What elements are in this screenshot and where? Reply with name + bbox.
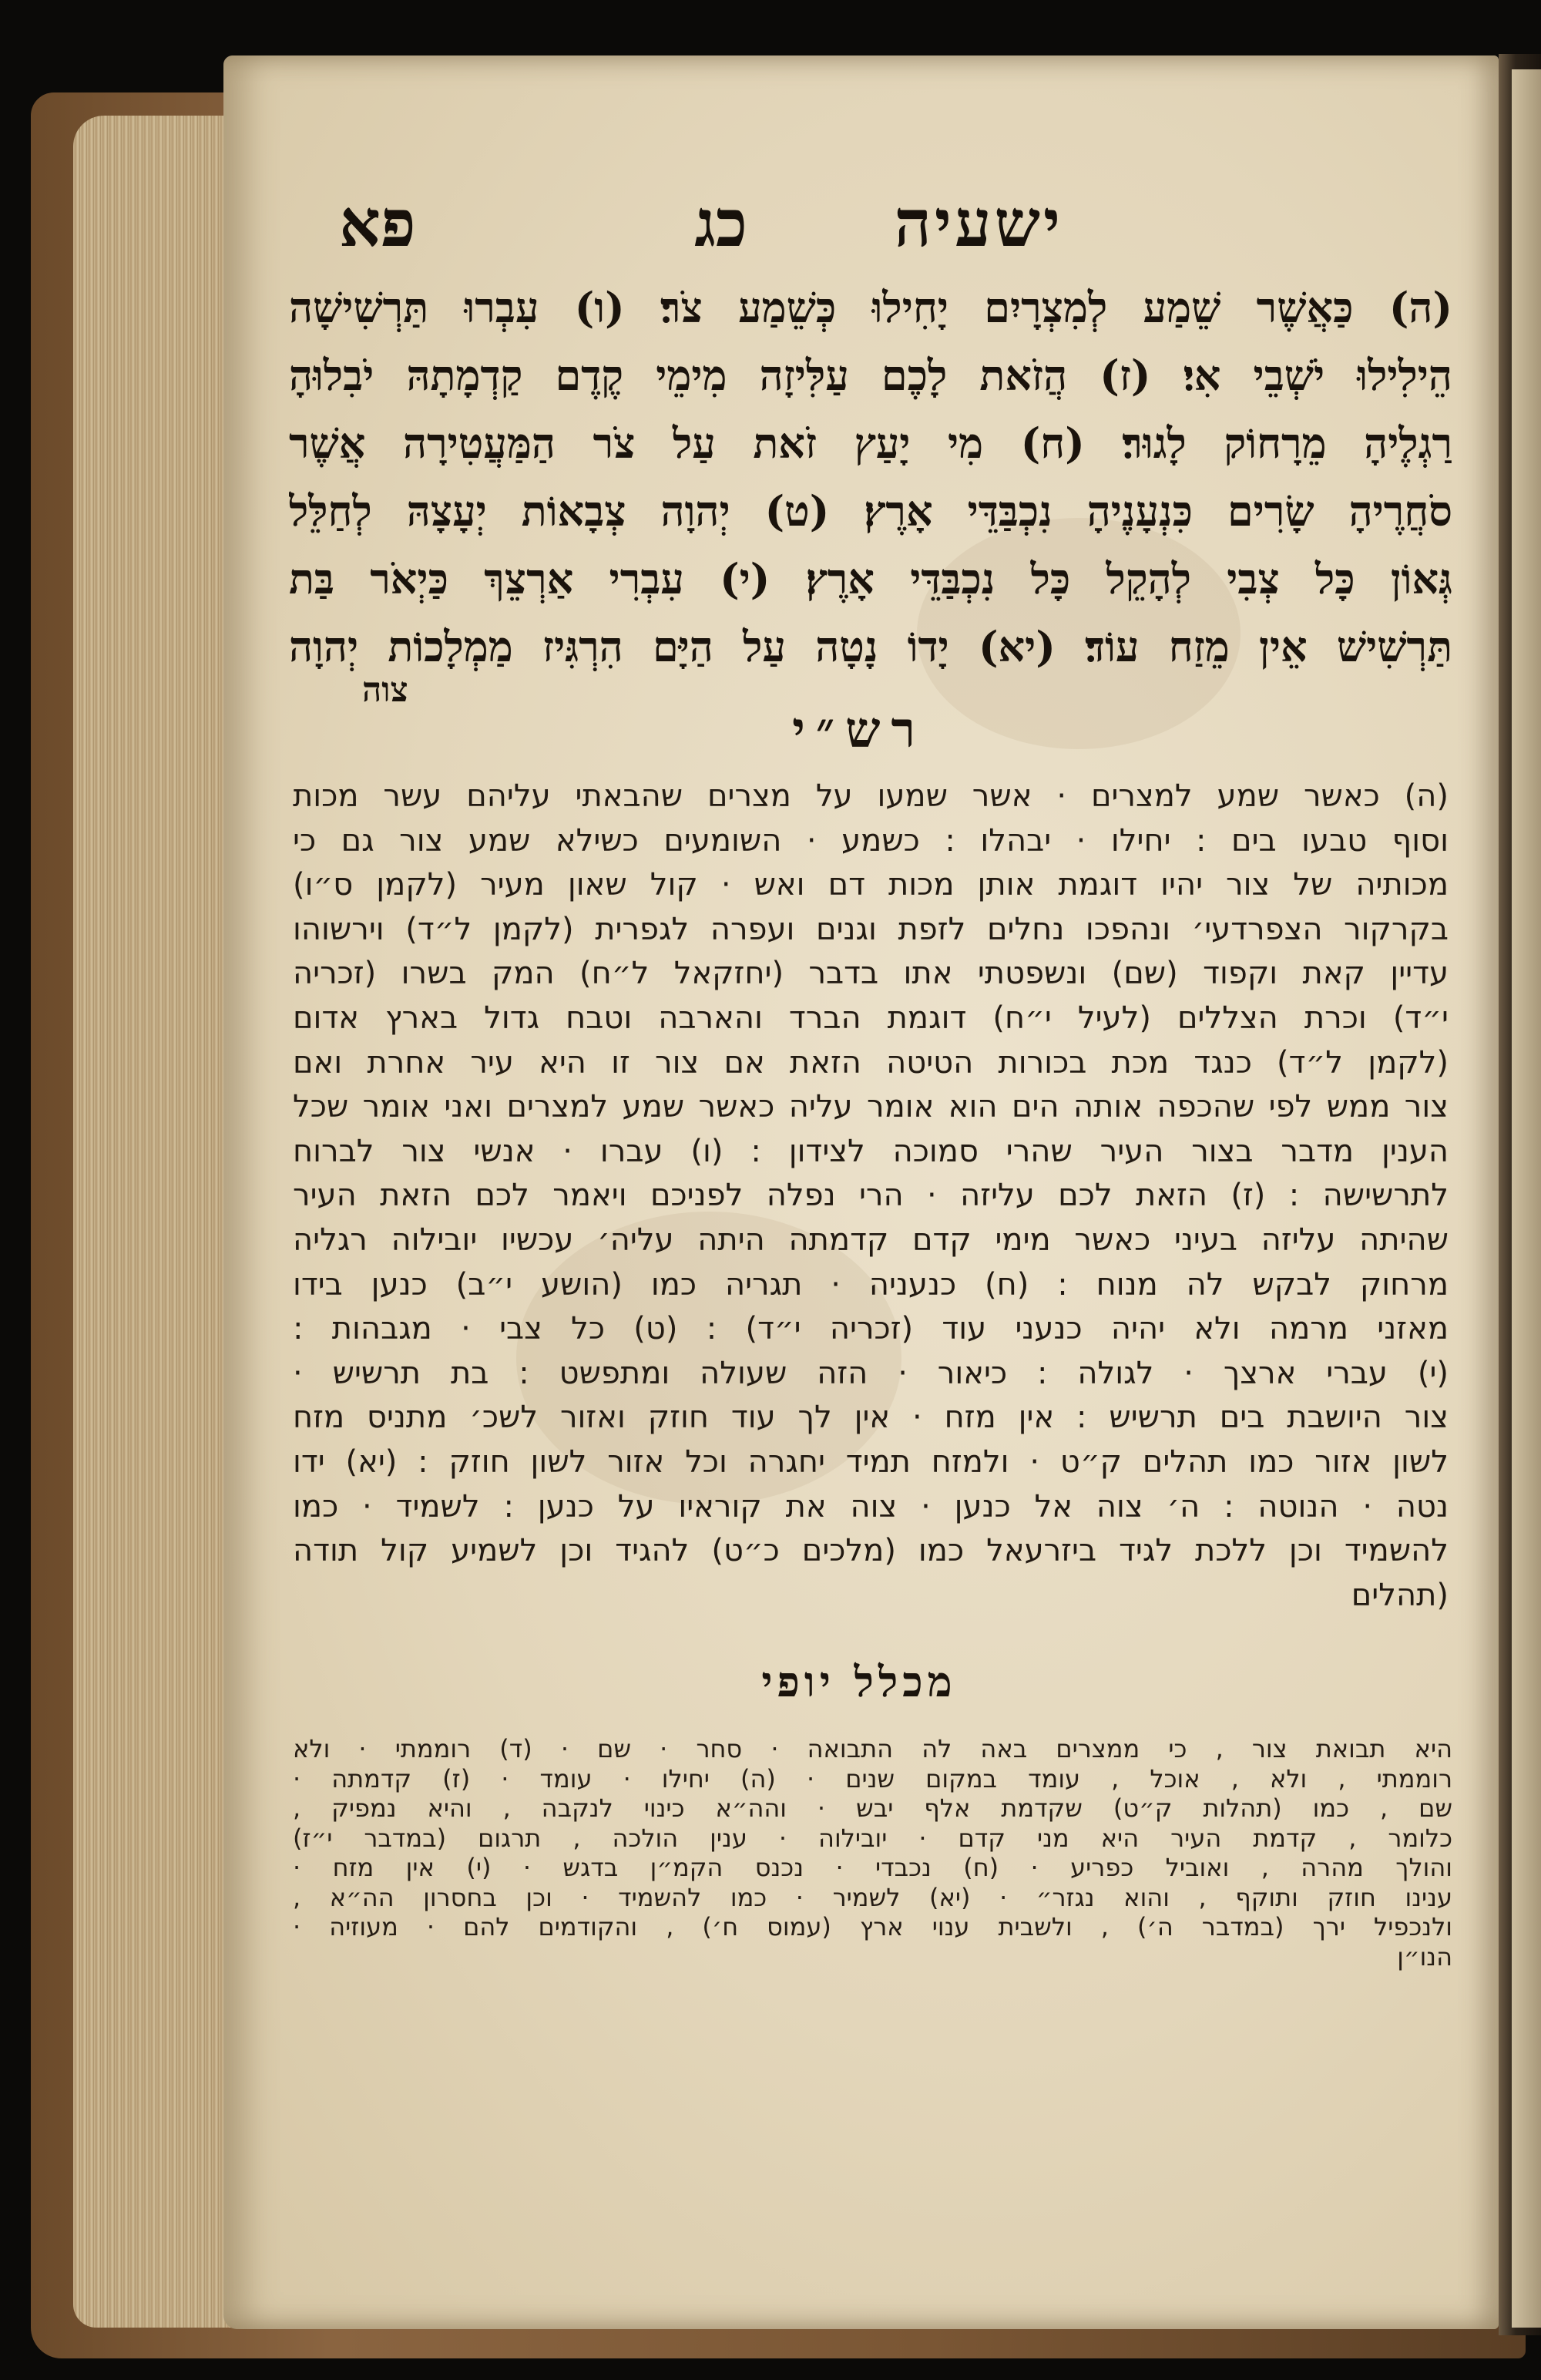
rashi-line: לתרשישה : (ז) הזאת לכם עליזה · הרי נפלה לפניכם ויאמר לכם הזאת העיר (293, 1178, 1449, 1214)
rashi-line: צור היושבת בים תרשיש : אין מזח · אין לך עוד חוזק ואזור לשכ׳ מתניס מזח (293, 1400, 1449, 1436)
rashi-line: להשמיד וכן ללכת לגיד ביזרעאל כמו (מלכים כ״ט) להגיד וכן לשמיע קול תודה (293, 1533, 1449, 1569)
page-edges (73, 116, 243, 2328)
rashi-line: מאזני מרמה ולא יהיה כנעני עוד (זכריה י״ד) : (ט) כל צבי · מגבהות : (293, 1311, 1449, 1347)
mikhlal-line: הנו״ן (1397, 1941, 1452, 1972)
bible-line: רַגְלֶיהָ מֵרָחוֹק לָגוּר׃ (ח) מִי יָעַץ זֹאת עַל צֹר הַמַּעֲטִירָה אֲשֶׁר (289, 419, 1452, 468)
rashi-line: י״ד) וכרת הצללים (לעיל י״ח) דוגמת הברד והארבה וטבח גדול בארץ אדום (293, 1000, 1449, 1036)
rashi-line: (י) עברי ארצך · לגולה : כיאור · הזה שעולה ומתפשט : בת תרשיש · (293, 1355, 1449, 1391)
rashi-line: (ה) כאשר שמע למצרים · אשר שמעו על מצרים שהבאתי עליהם עשר מכות (293, 778, 1449, 814)
rashi-line: מכותיה של צור יהיו דוגמת אותן מכות דם ואש · קול שאון מעיר (לקמן ס״ו) (293, 867, 1449, 903)
page-number: פא (339, 185, 416, 261)
rashi-line: מרחוק לבקש לה מנוח : (ח) כנעניה · תגריה כמו (הושע י״ב) כנען בידו (293, 1266, 1449, 1303)
rashi-line: עדיין קאת וקפוד (שם) ונשפטתי אתו בדבר (יחזקאל ל״ח) המק בשרו (זכריה (293, 956, 1449, 992)
chapter-number: כג (694, 185, 747, 261)
bible-line: הֵילִילוּ יֹשְׁבֵי אִי׃ (ז) הֲזֹאת לָכֶם עַלִּיזָה מִימֵי קֶדֶם קַדְמָתָהּ יֹבִלוּהָ (289, 351, 1452, 400)
mikhlal-yofi-heading: מכלל יופי (761, 1657, 957, 1706)
book-name: ישעיה (894, 185, 1063, 261)
bible-line: תַּרְשִׁישׁ אֵין מֵזַח עוֹד׃ (יא) יָדוֹ נָטָה עַל הַיָּם הִרְגִּיז מַמְלָכוֹת יְהוָה (289, 622, 1452, 671)
bible-text (289, 274, 1452, 681)
mikhlal-line: ולנכפיל ירך (במדבר ה׳) , ולשבית ענוי ארץ (עמוס ח׳) , והקודמים להם · מעוזיה · (293, 1912, 1452, 1941)
facing-page-edge (1512, 69, 1541, 2328)
bible-line: סֹחֲרֶיהָ שָׂרִים כִּנְעָנֶיהָ נִכְבַּדֵּי אָרֶץ׃ (ט) יְהוָה צְבָאוֹת יְעָצָהּ לְחַלֵּל (289, 486, 1452, 536)
bible-line: גְּאוֹן כָּל צְבִי לְהָקֵל כָּל נִכְבַּדֵּי אָרֶץ׃ (י) עִבְרִי אַרְצֵךְ כַּיְאֹר בַּת (289, 554, 1452, 603)
rashi-line: (תהלים (1351, 1577, 1449, 1613)
rashi-line: שהיתה עליזה בעיני כאשר מימי קדם קדמתה היתה עליה׳ עכשיו יובילוה רגליה (293, 1222, 1449, 1258)
rashi-line: צור ממש לפי שהכפה אותה הים הוא אומר עליה כאשר שמע למצרים ואני אומר שכל (293, 1089, 1449, 1125)
rashi-line: וסוף טבעו בים : יחילו · יבהלו : כשמע · השומעים כשילא שמע צור גם כי (293, 822, 1449, 859)
mikhlal-line: היא תבואת צור , כי ממצרים באה לה התבואה · סחר · שם · (ד) רוממתי · ולא (293, 1734, 1452, 1763)
rashi-line: (לקמן ל״ד) כנגד מכת בכורות הטיטה הזאת אם צור זו היא עיר אחרת ואם (293, 1044, 1449, 1081)
bible-line: (ה) כַּאֲשֶׁר שֵׁמַע לְמִצְרָיִם יָחִילוּ כְּשֵׁמַע צֹר׃ (ו) עִבְרוּ תַּרְשִׁישָׁה (289, 283, 1452, 332)
catchword: צוה (362, 671, 408, 710)
rashi-line: הענין מדבר בצור העיר שהרי סמוכה לצידון : (ו) עברו · אנשי צור לברוח (293, 1133, 1449, 1169)
rashi-line: לשון אזור כמו תהלים ק״ט · ולמזח תמיד יחגרה וכל אזור לשון חוזק : (יא) ידו (293, 1444, 1449, 1480)
rashi-line: בקרקור הצפרדעי׳ ונהפכו נחלים לזפת וגנים ועפרה לגפרית (לקמן ל״ד) וירשוהו (293, 911, 1449, 947)
rashi-commentary (293, 775, 1449, 1618)
mikhlal-line: והולך מהרה , ואוביל כפריע · (ח) נכבדי · נכנס הקמ״ן בדגש · (י) אין מזח · (293, 1853, 1452, 1882)
rashi-line: נטה · הנוטה : ה׳ צוה אל כנען · צוה את קוראיו על כנען : לשמיד · כמו (293, 1488, 1449, 1524)
mikhlal-line: רוממתי , ולא , אוכל , עומד במקום שנים · (ה) יחילו · עומד · (ז) קדמתה · (293, 1763, 1452, 1793)
rashi-heading: רש״י (792, 701, 926, 759)
running-head (339, 185, 1063, 270)
mikhlal-line: כלומר , קדמת העיר היא מני קדם · יובילוה · ענין הולכה , תרגום (במדבר י״ז) (293, 1823, 1452, 1853)
mikhlal-line: ענינו חוזק ותוקף , והוא נגזר״ · (יא) לשמיר · כמו להשמיד · וכן בחסרון הה״א , (293, 1882, 1452, 1912)
mikhlal-yofi-commentary (293, 1734, 1452, 1972)
mikhlal-line: שם , כמו (תהלות ק״ט) שקדמת אלף יבש · והה״א כינוי לנקבה , והיא נמפיק , (293, 1793, 1452, 1823)
